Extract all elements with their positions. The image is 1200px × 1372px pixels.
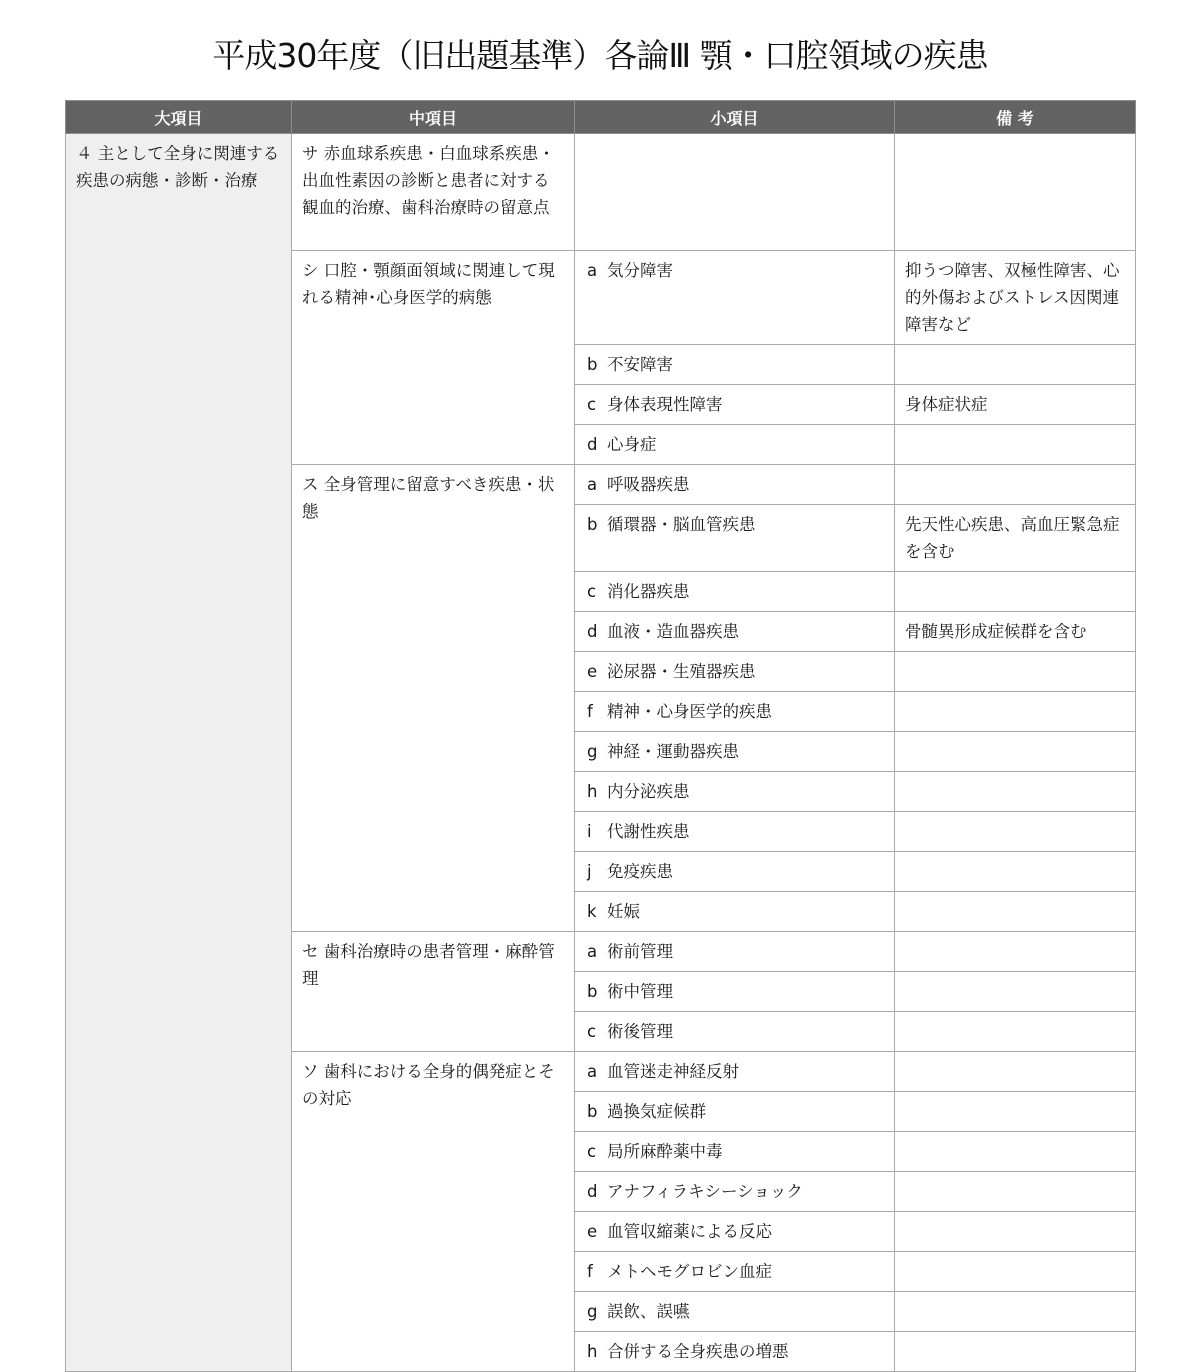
- minor-item-mark: e: [587, 662, 598, 681]
- minor-item-mark: a: [587, 942, 598, 961]
- minor-item-mark: b: [587, 1102, 598, 1121]
- minor-item-cell: [575, 345, 895, 385]
- notes-cell: [895, 425, 1136, 465]
- minor-item-mark: d: [587, 622, 598, 641]
- middle-item-cell: シ 口腔・顎顔面領域に関連して現れる精神･心身医学的病態: [292, 251, 575, 465]
- minor-item-cell: [575, 972, 895, 1012]
- minor-item-label: 過換気症候群: [607, 1102, 706, 1121]
- middle-item-cell: セ 歯科治療時の患者管理・麻酔管理: [292, 932, 575, 1052]
- minor-item-cell: [575, 251, 895, 345]
- minor-item-label: 妊娠: [607, 902, 640, 921]
- notes-cell: [895, 652, 1136, 692]
- minor-item-label: メトヘモグロビン血症: [607, 1262, 772, 1281]
- minor-item-cell: [575, 812, 895, 852]
- middle-item-cell: ス 全身管理に留意すべき疾患・状態: [292, 465, 575, 932]
- minor-item-label: 泌尿器・生殖器疾患: [607, 662, 756, 681]
- minor-item-mark: g: [587, 742, 598, 761]
- minor-item-mark: b: [587, 515, 598, 534]
- minor-item-cell: [575, 692, 895, 732]
- minor-item-label: 局所麻酔薬中毒: [607, 1142, 723, 1161]
- minor-item-mark: b: [587, 982, 598, 1001]
- middle-item-cell: ソ 歯科における全身的偶発症とその対応: [292, 1052, 575, 1372]
- minor-item-mark: c: [587, 395, 597, 414]
- notes-cell: [895, 1092, 1136, 1132]
- minor-item-mark: i: [587, 822, 592, 841]
- header-minor: 小項目: [575, 101, 895, 134]
- notes-cell: [895, 972, 1136, 1012]
- notes-cell: 抑うつ障害、双極性障害、心的外傷およびストレス因関連障害など: [895, 251, 1136, 345]
- notes-cell: [895, 692, 1136, 732]
- minor-item-mark: c: [587, 582, 597, 601]
- header-notes: 備 考: [895, 101, 1136, 134]
- notes-cell: [895, 932, 1136, 972]
- minor-item-mark: j: [587, 862, 592, 881]
- minor-item-cell: [575, 732, 895, 772]
- notes-cell: [895, 1052, 1136, 1092]
- minor-item-cell: [575, 1292, 895, 1332]
- notes-cell: [895, 1252, 1136, 1292]
- minor-item-cell: [575, 1172, 895, 1212]
- minor-item-cell: [575, 652, 895, 692]
- middle-item-cell: サ 赤血球系疾患・白血球系疾患・出血性素因の診断と患者に対する観血的治療、歯科治療時の留意点: [292, 134, 575, 251]
- notes-cell: [895, 772, 1136, 812]
- notes-cell: 先天性心疾患、高血圧緊急症を含む: [895, 505, 1136, 572]
- minor-item-cell: [575, 465, 895, 505]
- notes-cell: [895, 465, 1136, 505]
- minor-item-cell: [575, 1012, 895, 1052]
- notes-cell: [895, 812, 1136, 852]
- notes-cell: [895, 134, 1136, 251]
- minor-item-mark: a: [587, 475, 598, 494]
- notes-cell: [895, 1132, 1136, 1172]
- minor-item-mark: f: [587, 702, 593, 721]
- minor-item-label: 身体表現性障害: [607, 395, 723, 414]
- table-header-row: [66, 101, 1136, 134]
- notes-cell: [895, 1332, 1136, 1372]
- minor-item-label: 血管収縮薬による反応: [607, 1222, 772, 1241]
- header-major: 大項目: [66, 101, 292, 134]
- page-title: 平成30年度（旧出題基準）各論Ⅲ 顎・口腔領域の疾患: [212, 36, 988, 75]
- minor-item-cell: [575, 852, 895, 892]
- minor-item-label: 神経・運動器疾患: [607, 742, 739, 761]
- minor-item-label: アナフィラキシーショック: [607, 1182, 803, 1201]
- minor-item-label: 合併する全身疾患の増悪: [607, 1342, 789, 1361]
- notes-cell: [895, 892, 1136, 932]
- notes-cell: 身体症状症: [895, 385, 1136, 425]
- minor-item-cell: [575, 572, 895, 612]
- minor-item-mark: k: [587, 902, 597, 921]
- minor-item-label: 術中管理: [607, 982, 673, 1001]
- minor-item-cell: [575, 772, 895, 812]
- minor-item-cell: [575, 1332, 895, 1372]
- notes-cell: [895, 1012, 1136, 1052]
- minor-item-label: 精神・心身医学的疾患: [607, 702, 772, 721]
- notes-cell: 骨髄異形成症候群を含む: [895, 612, 1136, 652]
- table-row: [66, 134, 1136, 251]
- minor-item-cell: [575, 1212, 895, 1252]
- minor-item-label: 循環器・脳血管疾患: [607, 515, 756, 534]
- minor-item-mark: d: [587, 435, 598, 454]
- minor-item-cell: [575, 892, 895, 932]
- minor-item-cell: [575, 932, 895, 972]
- minor-item-mark: b: [587, 355, 598, 374]
- minor-item-mark: d: [587, 1182, 598, 1201]
- notes-cell: [895, 852, 1136, 892]
- notes-cell: [895, 732, 1136, 772]
- minor-item-cell: [575, 612, 895, 652]
- minor-item-label: 術前管理: [607, 942, 673, 961]
- minor-item-mark: a: [587, 261, 598, 280]
- minor-item-label: 内分泌疾患: [607, 782, 690, 801]
- minor-item-label: 呼吸器疾患: [607, 475, 690, 494]
- minor-item-mark: c: [587, 1022, 597, 1041]
- minor-item-label: 血液・造血器疾患: [607, 622, 739, 641]
- minor-item-mark: h: [587, 782, 598, 801]
- notes-cell: [895, 1212, 1136, 1252]
- minor-item-mark: f: [587, 1262, 593, 1281]
- minor-item-label: 誤飲、誤嚥: [607, 1302, 690, 1321]
- major-item-cell: ４ 主として全身に関連する疾患の病態・診断・治療: [66, 134, 292, 1372]
- minor-item-label: 血管迷走神経反射: [607, 1062, 739, 1081]
- minor-item-label: 消化器疾患: [607, 582, 690, 601]
- minor-item-cell: [575, 1132, 895, 1172]
- minor-item-cell: [575, 134, 895, 251]
- minor-item-cell: [575, 1092, 895, 1132]
- notes-cell: [895, 345, 1136, 385]
- notes-cell: [895, 572, 1136, 612]
- notes-cell: [895, 1292, 1136, 1332]
- minor-item-cell: [575, 1252, 895, 1292]
- minor-item-cell: [575, 425, 895, 465]
- minor-item-mark: g: [587, 1302, 598, 1321]
- minor-item-cell: [575, 385, 895, 425]
- minor-item-label: 不安障害: [607, 355, 673, 374]
- table-body: [66, 134, 1136, 1372]
- minor-item-cell: [575, 505, 895, 572]
- minor-item-cell: [575, 1052, 895, 1092]
- minor-item-label: 代謝性疾患: [607, 822, 690, 841]
- minor-item-mark: h: [587, 1342, 598, 1361]
- minor-item-label: 気分障害: [607, 261, 673, 280]
- header-middle: 中項目: [292, 101, 575, 134]
- minor-item-mark: a: [587, 1062, 598, 1081]
- notes-cell: [895, 1172, 1136, 1212]
- minor-item-label: 免疫疾患: [607, 862, 673, 881]
- minor-item-mark: e: [587, 1222, 598, 1241]
- minor-item-mark: c: [587, 1142, 597, 1161]
- minor-item-label: 心身症: [607, 435, 657, 454]
- exam-outline-table: [65, 100, 1136, 1372]
- minor-item-label: 術後管理: [607, 1022, 673, 1041]
